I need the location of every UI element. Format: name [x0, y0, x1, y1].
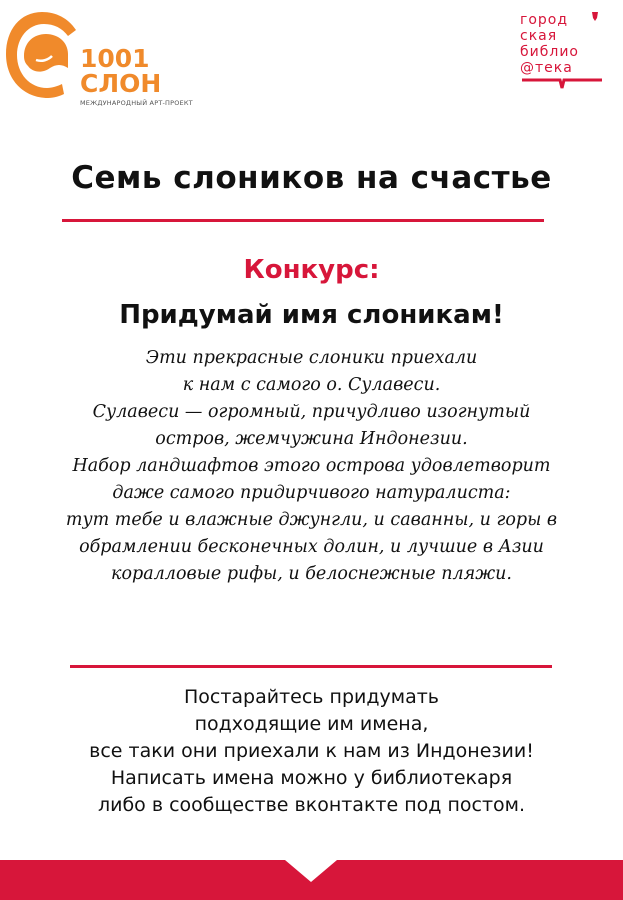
contest-title: Придумай имя слоникам! — [119, 300, 504, 330]
description-line: Эти прекрасные слоники приехали — [145, 348, 478, 368]
cta-line: все таки они приехали к нам из Индонезии! — [89, 740, 534, 762]
logo-1001-slon — [2, 8, 202, 108]
divider-bottom — [70, 665, 552, 668]
description-line: Сулавеси — огромный, причудливо изогнутый — [92, 402, 531, 422]
heraldic-icon — [590, 10, 600, 22]
call-to-action-text — [0, 684, 623, 819]
library-logo-line-2: ская — [520, 28, 558, 44]
open-book-icon — [520, 78, 604, 90]
description-line: Набор ландшафтов этого острова удовлетворит — [72, 456, 551, 476]
description-line: даже самого придирчивого натуралиста: — [112, 483, 511, 503]
description-line: коралловые рифы, и белоснежные пляжи. — [111, 564, 512, 584]
divider-top — [62, 219, 544, 222]
elephant-head-icon — [2, 8, 82, 108]
footer-banner — [0, 860, 623, 900]
description-text — [20, 345, 603, 588]
cta-line: подходящие им имена, — [194, 713, 429, 735]
contest-label: Конкурс: — [243, 255, 380, 285]
logo-word: СЛОН — [80, 69, 162, 98]
cta-line: Написать имена можно у библиотекаря — [110, 767, 513, 789]
cta-line: либо в сообществе вконтакте под постом. — [97, 794, 526, 816]
footer-shape — [0, 860, 623, 900]
library-logo-line-3: библио — [520, 44, 579, 60]
logo-subtitle: МЕЖДУНАРОДНЫЙ АРТ-ПРОЕКТ — [80, 99, 193, 107]
description-line: тут тебе и влажные джунгли, и саванны, и горы в — [65, 510, 558, 530]
page-title: Семь слоников на счастье — [71, 160, 552, 196]
library-logo-line-4: @тека — [520, 60, 573, 76]
logo-city-library — [520, 12, 610, 102]
description-line: обрамлении бесконечных долин, и лучшие в Азии — [79, 537, 544, 557]
logo-number: 1001 — [80, 44, 150, 73]
cta-line: Постарайтесь придумать — [183, 686, 439, 708]
description-line: остров, жемчужина Индонезии. — [155, 429, 468, 449]
description-line: к нам с самого о. Сулавеси. — [182, 375, 441, 395]
library-logo-line-1: город — [520, 12, 569, 28]
